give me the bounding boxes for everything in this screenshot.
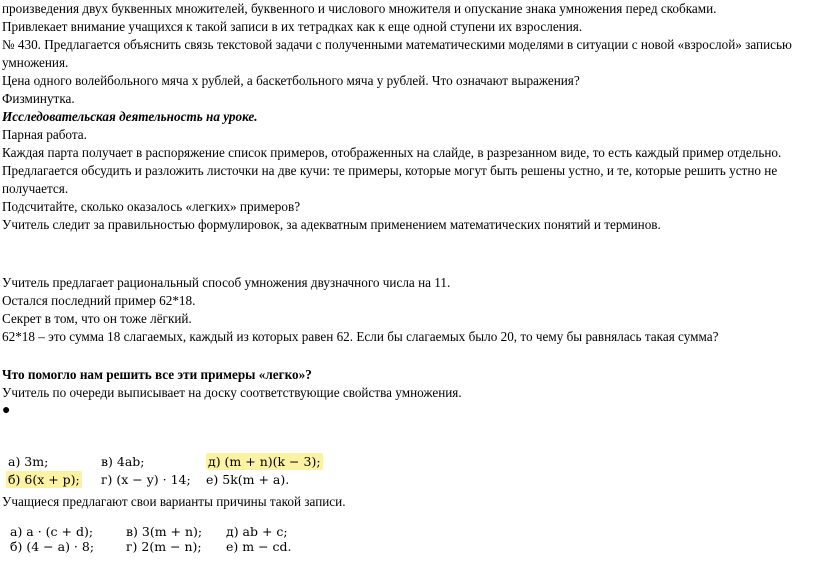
paragraph: Остался последний пример 62*18. bbox=[2, 293, 196, 308]
expression-a: а) 3m; bbox=[8, 454, 49, 469]
paragraph: Парная работа. bbox=[2, 127, 87, 142]
expression-a: а) a · (c + d); bbox=[10, 524, 94, 539]
paragraph: произведения двух буквенных множителей, буквенного и числового множителя и опускание знака умножения перед скобками. bbox=[2, 1, 717, 16]
spacer bbox=[2, 234, 814, 254]
paragraph: Учитель следит за правильностью формулировок, за адекватным применением математических понятий и терминов. bbox=[2, 217, 661, 232]
paragraph: 62*18 – это сумма 18 слагаемых, каждый из которых равен 62. Если бы слагаемых было 20, то чему бы равнялась такая сумма? bbox=[2, 329, 719, 344]
exercise-figure-1 bbox=[6, 452, 366, 490]
expression-e: е) m − cd. bbox=[226, 539, 292, 554]
spacer bbox=[2, 254, 814, 274]
expression-v: в) 4ab; bbox=[101, 454, 145, 469]
paragraph: Учитель по очереди выписывает на доску соответствующие свойства умножения. bbox=[2, 385, 462, 400]
paragraph: Учитель предлагает рациональный способ умножения двузначного числа на 11. bbox=[2, 275, 451, 290]
paragraph: Подсчитайте, сколько оказалось «легких» примеров? bbox=[2, 199, 301, 214]
bullet-marker: ● bbox=[2, 403, 11, 418]
expression-b: б) 6(x + p); bbox=[8, 472, 80, 487]
paragraph: Учащиеся предлагают свои варианты причины такой записи. bbox=[2, 494, 346, 509]
expression-d: д) ab + c; bbox=[226, 524, 288, 539]
question-heading: Что помогло нам решить все эти примеры «легко»? bbox=[2, 367, 312, 382]
expression-b: б) (4 − a) · 8; bbox=[10, 539, 95, 554]
paragraph: Физминутка. bbox=[2, 91, 75, 106]
document-body bbox=[2, 0, 814, 420]
expression-e: е) 5k(m + a). bbox=[206, 472, 290, 487]
paragraph: № 430. Предлагается объяснить связь текстовой задачи с полученными математическими моделями в ситуации с новой «взрослой» записью умножения. bbox=[2, 37, 792, 70]
expression-d: д) (m + n)(k − 3); bbox=[208, 454, 321, 469]
section-heading: Исследовательская деятельность на уроке. bbox=[2, 109, 258, 124]
exercise-figure-2 bbox=[8, 524, 348, 562]
paragraph: Предлагается обсудить и разложить листочки на две кучи: те примеры, которые могут быть решены устно, и те, которые решить устно не получается. bbox=[2, 163, 778, 196]
expression-v: в) 3(m + n); bbox=[126, 524, 203, 539]
paragraph: Привлекает внимание учащихся к такой записи в их тетрадках как к еще одной ступени их взросления. bbox=[2, 19, 583, 34]
spacer bbox=[2, 346, 814, 366]
expression-g: г) (x − y) · 14; bbox=[101, 472, 191, 487]
paragraph: Секрет в том, что он тоже лёгкий. bbox=[2, 311, 192, 326]
expression-g: г) 2(m − n); bbox=[126, 539, 202, 554]
paragraph: Каждая парта получает в распоряжение список примеров, отображенных на слайде, в разрезанном виде, то есть каждый пример отдельно. bbox=[2, 145, 782, 160]
paragraph: Цена одного волейбольного мяча x рублей, а баскетбольного мяча y рублей. Что означают выражения? bbox=[2, 73, 580, 88]
